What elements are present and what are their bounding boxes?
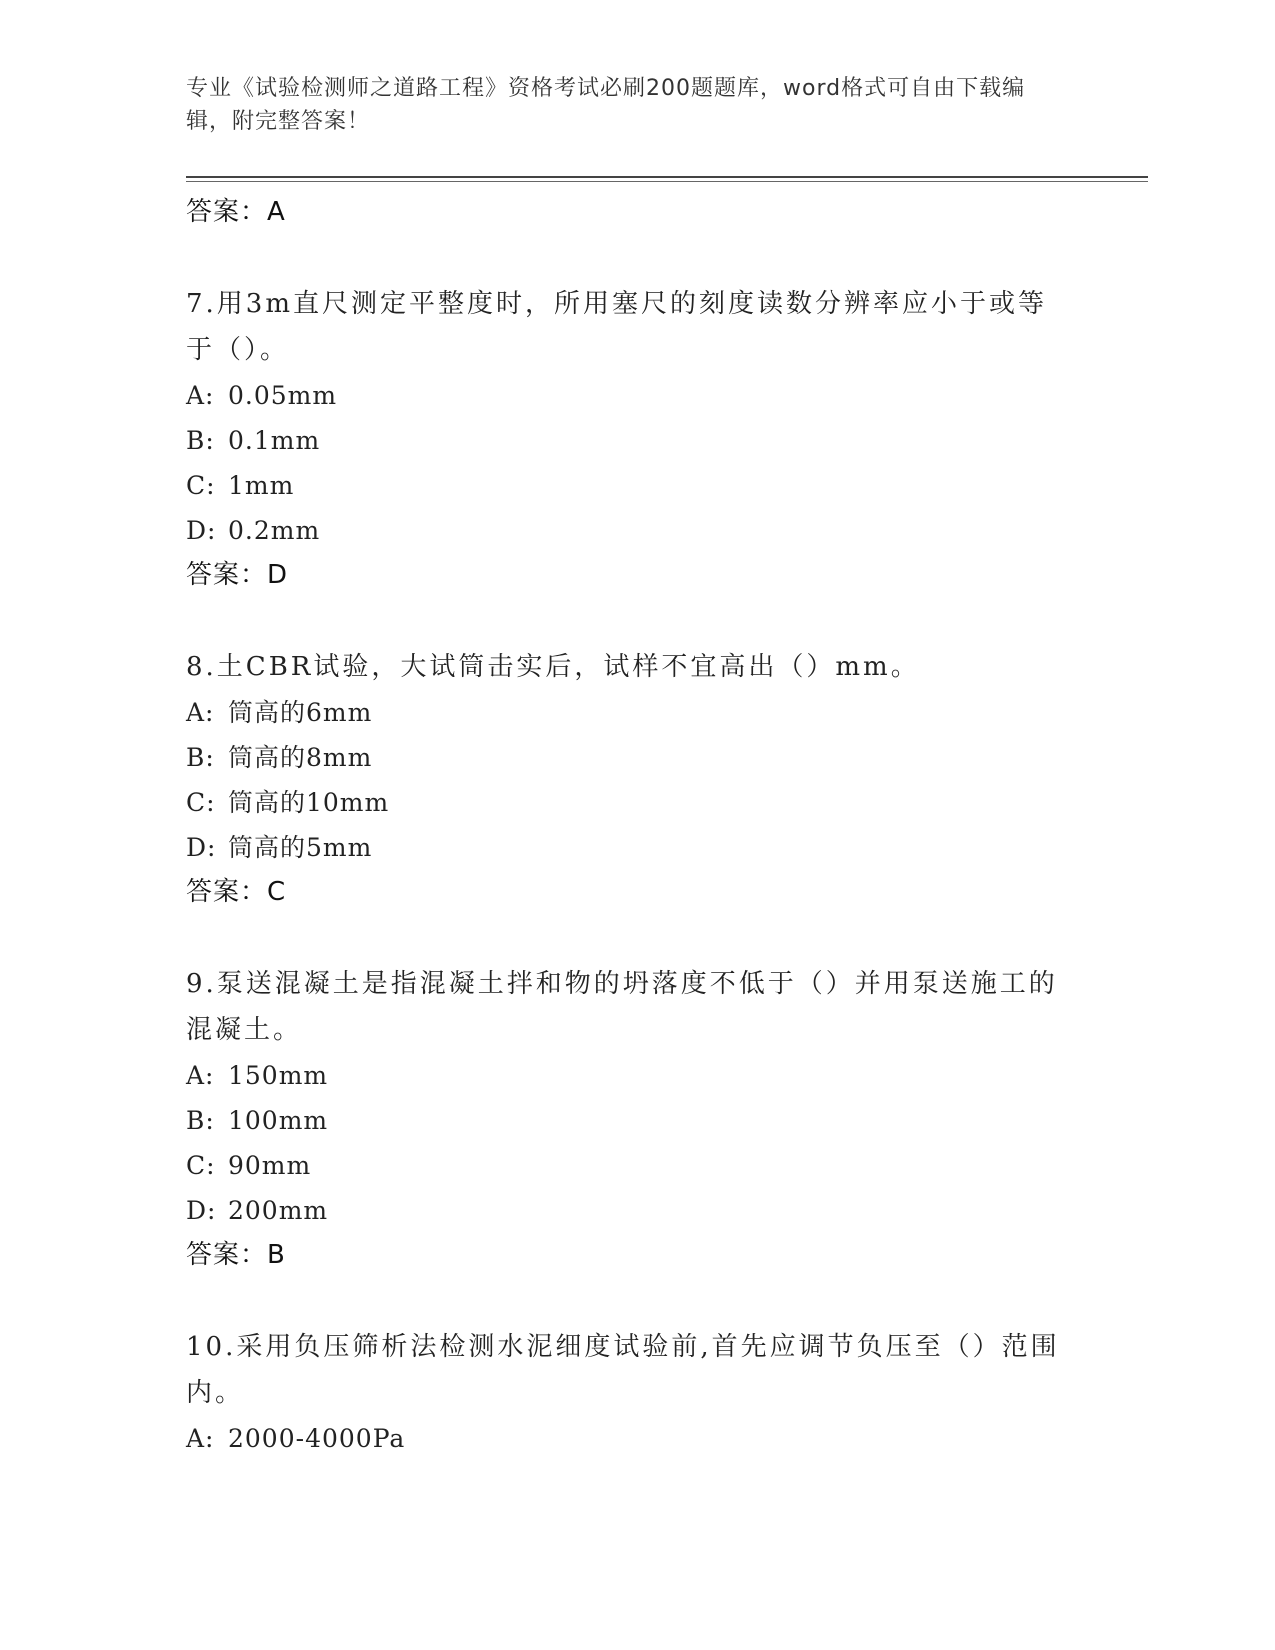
spacer <box>186 234 1086 281</box>
option-value: 0.1mm <box>228 426 321 455</box>
spacer <box>186 597 1086 644</box>
question-text: 8.土CBR试验，大试筒击实后，试样不宜高出（）mm。 <box>186 652 920 682</box>
option-a <box>186 1053 1086 1098</box>
option-c <box>186 1143 1086 1188</box>
answer-line: 答案：A <box>186 197 286 227</box>
page-header: 专业《试验检测师之道路工程》资格考试必刷200题题库，word格式可自由下载编辑，附完整答案！ <box>186 76 1026 134</box>
header-divider-thick <box>186 176 1148 178</box>
option-a <box>186 373 1086 418</box>
option-d <box>186 508 1086 553</box>
option-value: 2000-4000Pa <box>228 1424 406 1453</box>
option-letter: B: <box>186 426 215 455</box>
option-letter: B: <box>186 1106 215 1135</box>
question-7 <box>186 281 1086 597</box>
question-text: 10.采用负压筛析法检测水泥细度试验前,首先应调节负压至（）范围内。 <box>186 1332 1060 1408</box>
option-c <box>186 780 1086 825</box>
option-d <box>186 825 1086 870</box>
option-value: 筒高的8mm <box>228 743 373 772</box>
option-d <box>186 1188 1086 1233</box>
option-value: 筒高的10mm <box>228 788 390 817</box>
question-9 <box>186 961 1086 1277</box>
question-text: 7.用3m直尺测定平整度时，所用塞尺的刻度读数分辨率应小于或等于（）。 <box>186 289 1048 365</box>
option-value: 90mm <box>228 1151 312 1180</box>
option-value: 150mm <box>228 1061 329 1090</box>
option-letter: A: <box>186 1061 215 1090</box>
option-b <box>186 418 1086 463</box>
header-divider-thin <box>186 181 1148 182</box>
option-a <box>186 690 1086 735</box>
option-letter: D: <box>186 516 217 545</box>
question-list <box>186 190 1086 1461</box>
option-c <box>186 463 1086 508</box>
option-value: 筒高的5mm <box>228 833 373 862</box>
option-letter: C: <box>186 1151 216 1180</box>
spacer <box>186 1277 1086 1324</box>
option-b <box>186 1098 1086 1143</box>
option-value: 0.2mm <box>228 516 321 545</box>
option-letter: D: <box>186 833 217 862</box>
option-letter: B: <box>186 743 215 772</box>
question-10 <box>186 1324 1086 1461</box>
answer-line: 答案：B <box>186 1240 286 1270</box>
option-letter: D: <box>186 1196 217 1225</box>
option-value: 0.05mm <box>228 381 338 410</box>
option-letter: C: <box>186 788 216 817</box>
answer-line: 答案：D <box>186 560 289 590</box>
question-8 <box>186 644 1086 914</box>
question-text: 9.泵送混凝土是指混凝土拌和物的坍落度不低于（）并用泵送施工的混凝土。 <box>186 969 1058 1045</box>
option-a <box>186 1416 1086 1461</box>
option-b <box>186 735 1086 780</box>
option-letter: A: <box>186 1424 215 1453</box>
answer-line: 答案：C <box>186 877 287 907</box>
option-value: 100mm <box>228 1106 329 1135</box>
option-value: 筒高的6mm <box>228 698 373 727</box>
option-letter: A: <box>186 698 215 727</box>
option-letter: A: <box>186 381 215 410</box>
spacer <box>186 914 1086 961</box>
option-value: 1mm <box>228 471 295 500</box>
option-letter: C: <box>186 471 216 500</box>
option-value: 200mm <box>228 1196 329 1225</box>
